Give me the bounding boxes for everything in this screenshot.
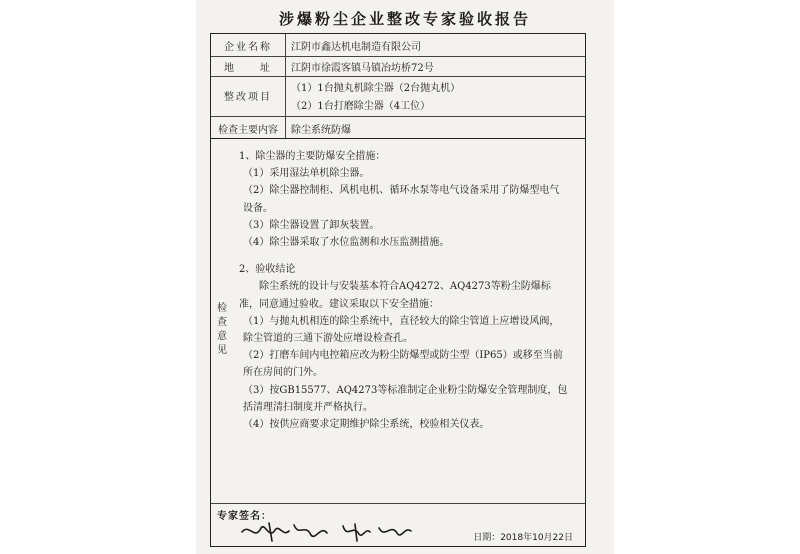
inspect-value: 除尘系统防爆 [291,125,351,136]
item-2: （2）1台打磨除尘器（4工位） [291,101,431,112]
report-date: 日期：2018年10月22日 [473,533,573,543]
item-1: （1）1台抛丸机除尘器（2台抛丸机） [291,83,461,94]
section-2-item: （2）打磨车间内电控箱应改为粉尘防爆型或防尘型（IP65）或移至当前所在房间的门外。 [243,350,563,379]
opinion-label: 检查意见 [217,303,227,356]
handwritten-signature [239,519,415,545]
conclusion-text: 除尘系统的设计与安装基本符合AQ4272、AQ4273等粉尘防爆标准，同意通过验收。建议采取以下安全措施： [239,281,551,310]
section-1-item: （3）除尘器设置了卸灰装置。 [243,219,380,231]
report-form [210,33,586,547]
section-1-item: （2）除尘器控制柜、风机电机、循环水泵等电气设备采用了防爆型电气设备。 [243,185,560,214]
items-row [211,76,585,117]
company-row [211,34,585,57]
signature-label: 专家签名： [217,511,272,522]
opinion-row [211,138,585,504]
opinion-body [239,148,569,433]
inspect-row [211,116,585,139]
company-value: 江阴市鑫达机电制造有限公司 [291,42,421,53]
section-2-title: 2、验收结论 [239,264,296,276]
address-row [211,56,585,77]
inspect-label: 检查主要内容 [218,125,278,136]
section-2-item: （1）与抛丸机相连的除尘系统中，直径较大的除尘管道上应增设风阀，除尘管道的三通下游处应增设检查孔。 [243,315,560,345]
section-1-title: 1、除尘器的主要防爆安全措施： [239,151,386,162]
signature-row [211,503,585,546]
address-label: 地 址 [224,63,272,74]
section-1-item: （4）除尘器采取了水位监测和水压监测措施。 [243,237,450,249]
items-label: 整改项目 [224,92,272,103]
company-label: 企业名称 [224,42,272,53]
section-1-item: （1）采用湿法单机除尘器。 [243,168,370,180]
address-value: 江阴市徐霞客镇马镇冶坊桥72号 [291,63,434,74]
report-title: 涉爆粉尘企业整改专家验收报告 [278,10,531,28]
section-2-item: （4）按供应商要求定期维护除尘系统，校验相关仪表。 [243,419,490,431]
section-2-item: （3）按GB15577、AQ4273等标准制定企业粉尘防爆安全管理制度，包括清理清扫制度并严格执行。 [243,384,568,413]
